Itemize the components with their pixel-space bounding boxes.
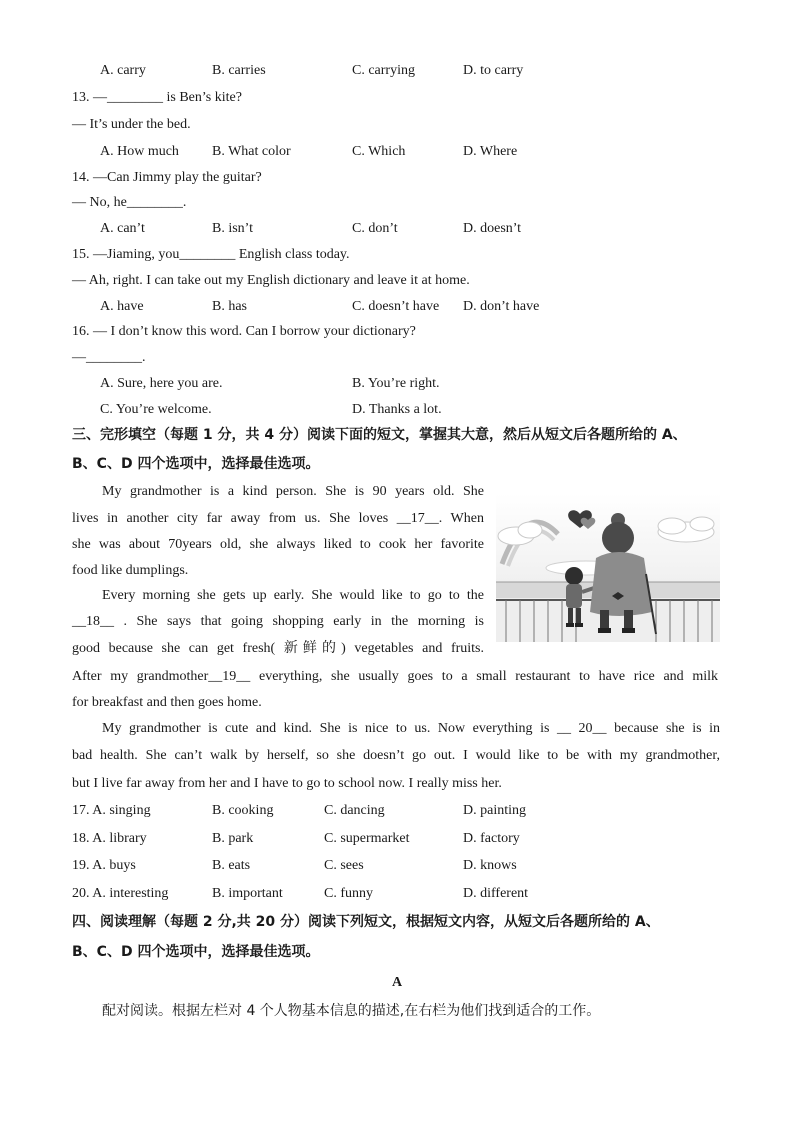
q13-option-c: C. Which [352,144,406,159]
section3-heading-line2: B、C、D 四个选项中，选择最佳选项。 [72,456,320,472]
passage-line-5: Every morning she gets up early. She would like to go to the [102,588,484,603]
q18-option-c: C. supermarket [324,831,410,846]
q17-option-b: B. cooking [212,803,274,818]
q15-question: 15. —Jiaming, you________ English class today. [72,247,350,262]
passage-line-1: My grandmother is a kind person. She is 90 years old. She [102,484,484,499]
q13-option-b: B. What color [212,144,291,159]
grandmother-child-illustration [496,494,720,642]
q12-option-b: B. carries [212,63,266,78]
q14-option-c: C. don’t [352,221,398,236]
q19-option-b: B. eats [212,858,251,873]
q15-option-c: C. doesn’t have [352,299,440,314]
q14-option-d: D. doesn’t [463,221,522,236]
q20-option-a: 20. A. interesting [72,886,169,901]
q14-answer-line: — No, he________. [72,195,187,210]
q18-option-d: D. factory [463,831,520,846]
q17-option-a: 17. A. singing [72,803,151,818]
q16-option-a: A. Sure, here you are. [100,376,223,391]
q16-option-d: D. Thanks a lot. [352,402,442,417]
passage-line-8: After my grandmother__19__ everything, she usually goes to a small restaurant to have rice and milk [72,669,718,684]
q15-answer-line: — Ah, right. I can take out my English dictionary and leave it at home. [72,273,470,288]
q14-question: 14. —Can Jimmy play the guitar? [72,170,262,185]
q20-option-c: C. funny [324,886,373,901]
passage-line-9: for breakfast and then goes home. [72,695,262,710]
q18-option-b: B. park [212,831,254,846]
q20-option-b: B. important [212,886,283,901]
passage-line-12: but I live far away from her and I have to go to school now. I really miss her. [72,776,502,791]
q13-question: 13. —________ is Ben’s kite? [72,90,242,105]
q12-option-d: D. to carry [463,63,524,78]
passage-line-6: __18__ . She says that going shopping early in the morning is [72,614,484,629]
q13-option-a: A. How much [100,144,179,159]
passage-line-7: good because she can get fresh( 新鲜的) vegetables and fruits. [72,641,484,656]
q13-option-d: D. Where [463,144,518,159]
q16-option-b: B. You’re right. [352,376,440,391]
q19-option-c: C. sees [324,858,364,873]
section4-instruction: 配对阅读。根据左栏对 4 个人物基本信息的描述,在右栏为他们找到适合的工作。 [102,1003,601,1019]
q15-option-d: D. don’t have [463,299,540,314]
q14-option-b: B. isn’t [212,221,253,236]
q17-option-c: C. dancing [324,803,385,818]
q19-option-a: 19. A. buys [72,858,136,873]
part-a-label: A [391,975,403,990]
q15-option-b: B. has [212,299,247,314]
q17-option-d: D. painting [463,803,526,818]
passage-line-2: lives in another city far away from us. She loves __17__. When [72,511,484,526]
section3-heading-line1: 三、完形填空（每题 1 分，共 4 分）阅读下面的短文，掌握其大意，然后从短文后各题所给的 A、 [72,427,687,443]
section4-heading-line2: B、C、D 四个选项中，选择最佳选项。 [72,944,320,960]
q12-option-c: C. carrying [352,63,415,78]
q18-option-a: 18. A. library [72,831,147,846]
passage-line-4: food like dumplings. [72,563,189,578]
q13-answer-line: — It’s under the bed. [72,117,191,132]
q16-option-c: C. You’re welcome. [100,402,212,417]
q12-option-a: A. carry [100,63,146,78]
q20-option-d: D. different [463,886,529,901]
passage-line-3: she was about 70years old, she always liked to cook her favorite [72,537,484,552]
section4-heading-line1: 四、阅读理解（每题 2 分,共 20 分）阅读下列短文，根据短文内容，从短文后各题所给的 A、 [72,914,660,930]
passage-line-10: My grandmother is cute and kind. She is nice to us. Now everything is __ 20__ because she is in [102,721,720,736]
passage-line-11: bad health. She can’t walk by herself, so she doesn’t go out. I would like to be with my grandmother, [72,748,720,763]
q14-option-a: A. can’t [100,221,145,236]
q15-option-a: A. have [100,299,144,314]
q16-question: 16. — I don’t know this word. Can I borrow your dictionary? [72,324,416,339]
q16-answer-line: —________. [72,350,146,365]
q19-option-d: D. knows [463,858,517,873]
